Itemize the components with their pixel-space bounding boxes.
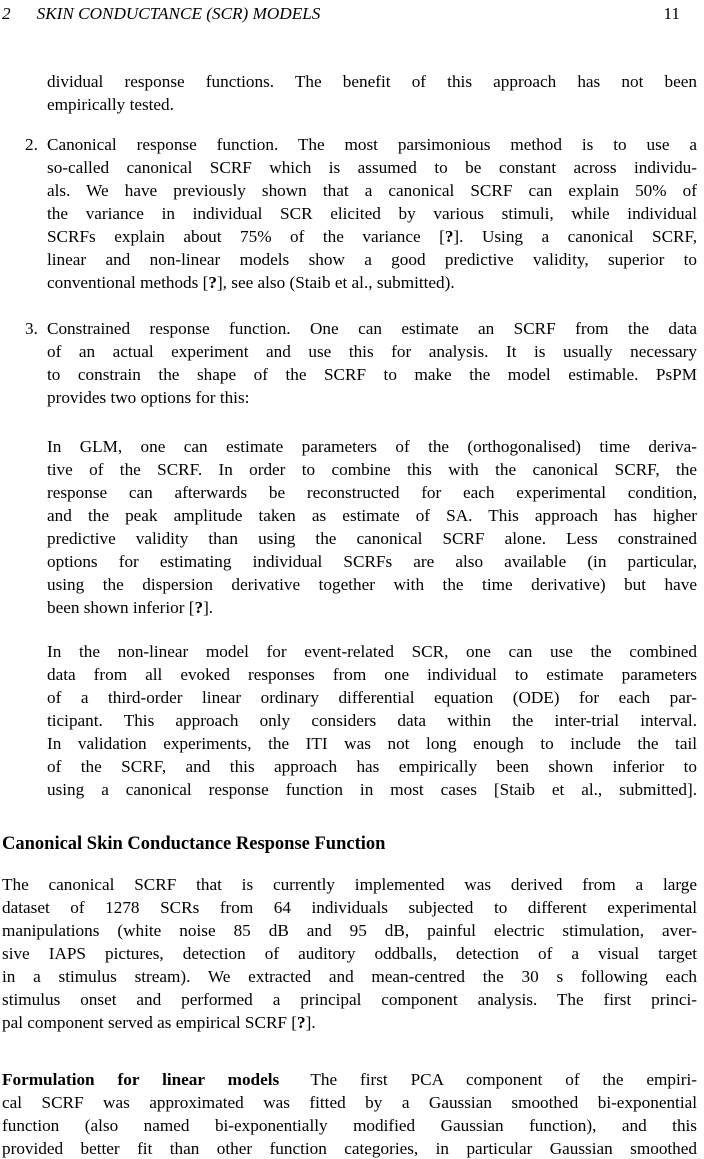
text-line: SCRFs explain about 75% of the variance [?]. Using a canonical SCRF, (47, 227, 697, 246)
section-title: SKIN CONDUCTANCE (SCR) MODELS (36, 4, 321, 23)
text-line: in a stimulus stream). We extracted and mean-centred the 30 s following each (2, 967, 697, 986)
text-line: and the peak amplitude taken as estimate of SA. This approach has higher (47, 506, 697, 525)
list-item-body (47, 317, 697, 409)
text-line: In GLM, one can estimate parameters of the (orthogonalised) time deriva- (47, 437, 697, 456)
paragraph-canonical-scrf (2, 873, 697, 1034)
text-line: provides two options for this: (47, 388, 250, 407)
page-number: 11 (663, 4, 680, 23)
text-line: using the dispersion derivative together with the time derivative) but have (47, 575, 697, 594)
text-line: dataset of 1278 SCRs from 64 individuals subjected to different experimental (2, 898, 697, 917)
text-line: stimulus onset and performed a principal component analysis. The first princi- (2, 990, 697, 1009)
text-line: to constrain the shape of the SCRF to make the model estimable. PsPM (47, 365, 697, 384)
text-line: sive IAPS pictures, detection of auditory oddballs, detection of a visual target (2, 944, 697, 963)
text-line: of a third-order linear ordinary differential equation (ODE) for each par- (47, 688, 697, 707)
text-line: using a canonical response function in most cases [Staib et al., submitted]. (47, 780, 697, 799)
text-line: linear and non-linear models show a good predictive validity, superior to (47, 250, 697, 269)
text-line: so-called canonical SCRF which is assumed to be constant across individu- (47, 158, 697, 177)
section-heading: Canonical Skin Conductance Response Function (2, 834, 386, 854)
paragraph-glm (47, 435, 697, 619)
text-line: In the non-linear model for event-related SCR, one can use the combined (47, 642, 697, 661)
page-header (2, 2, 697, 25)
paragraph-formulation-linear-models (2, 1068, 697, 1159)
text-line: Formulation for linear models The first PCA component of the empiri- (2, 1070, 698, 1089)
text-line: ticipant. This approach only considers data within the inter-trial interval. (47, 711, 697, 730)
text-line: empirically tested. (47, 95, 174, 114)
text-line: The canonical SCRF that is currently implemented was derived from a large (2, 875, 697, 894)
text-line: data from all evoked responses from one individual to estimate parameters (47, 665, 697, 684)
text-line: cal SCRF was approximated was fitted by a Gaussian smoothed bi-exponential (2, 1093, 697, 1112)
text-line: of an actual experiment and use this for analysis. It is usually necessary (47, 342, 697, 361)
text-line: function (also named bi-exponentially modified Gaussian function), and this (2, 1116, 697, 1135)
list-item-body (47, 133, 697, 294)
text-line: manipulations (white noise 85 dB and 95 dB, painful electric stimulation, aver- (2, 921, 697, 940)
list-item-constrained-response (2, 317, 697, 409)
text-line: of the SCRF, and this approach has empirically been shown inferior to (47, 757, 697, 776)
text-line: been shown inferior [?]. (47, 598, 214, 617)
text-line: Canonical response function. The most parsimonious method is to use a (47, 135, 697, 154)
text-line: provided better fit than other function categories, in particular Gaussian smoothed (2, 1139, 697, 1158)
text-line: response can afterwards be reconstructed for each experimental condition, (47, 483, 697, 502)
text-line: Constrained response function. One can estimate an SCRF from the data (47, 319, 697, 338)
section-number: 2 (2, 4, 11, 23)
list-item-number: 3. (25, 319, 38, 338)
running-head (2, 2, 320, 25)
text-line: pal component served as empirical SCRF [?]. (2, 1013, 316, 1032)
text-line: als. We have previously shown that a canonical SCRF can explain 50% of (47, 181, 697, 200)
paragraph-nonlinear (47, 640, 697, 801)
list-item-number: 2. (25, 135, 38, 154)
text-line: options for estimating individual SCRFs are also available (in particular, (47, 552, 697, 571)
text-line: tive of the SCRF. In order to combine this with the canonical SCRF, the (47, 460, 697, 479)
text-line: dividual response functions. The benefit of this approach has not been (47, 72, 697, 91)
text-line: In validation experiments, the ITI was not long enough to include the tail (47, 734, 697, 753)
text-line: predictive validity than using the canonical SCRF alone. Less constrained (47, 529, 697, 548)
text-line: conventional methods [?], see also (Staib et al., submitted). (47, 273, 455, 292)
text-line: the variance in individual SCR elicited by various stimuli, while individual (47, 204, 697, 223)
paragraph-continuation (47, 70, 697, 116)
list-item-canonical-response (2, 133, 697, 294)
